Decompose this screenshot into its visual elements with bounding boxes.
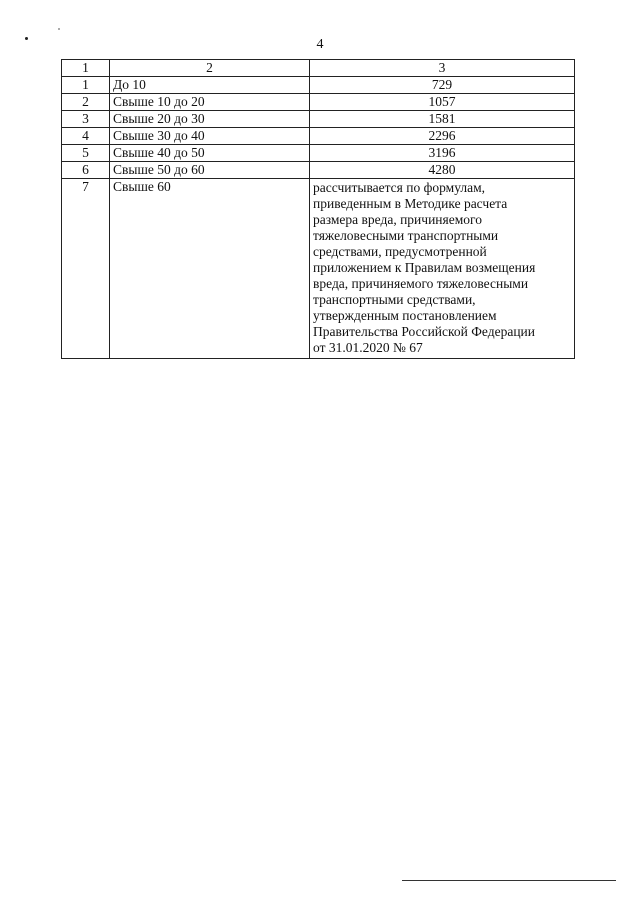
note-line: вреда, причиняемого тяжеловесными: [313, 276, 529, 291]
table-row: [62, 94, 575, 111]
header-cell: 1: [62, 60, 110, 77]
row-number-cell: 3: [62, 111, 110, 128]
table-row: [62, 77, 575, 94]
row-number-cell: 4: [62, 128, 110, 145]
table-row: [62, 128, 575, 145]
table-row: [62, 162, 575, 179]
formula-note-cell: [310, 179, 575, 359]
row-number-cell: 7: [62, 179, 110, 359]
table-row: [62, 179, 575, 359]
range-cell: До 10: [110, 77, 310, 94]
table-row: [62, 145, 575, 162]
row-number-cell: 6: [62, 162, 110, 179]
tariff-table: [61, 59, 575, 359]
range-cell: Свыше 30 до 40: [110, 128, 310, 145]
value-cell: 1581: [310, 111, 575, 128]
range-cell: Свыше 40 до 50: [110, 145, 310, 162]
range-cell: Свыше 10 до 20: [110, 94, 310, 111]
header-cell: 3: [310, 60, 575, 77]
value-cell: 2296: [310, 128, 575, 145]
note-line: Правительства Российской Федерации: [313, 324, 535, 339]
value-cell: 729: [310, 77, 575, 94]
page-number: 4: [316, 37, 324, 52]
value-cell: 3196: [310, 145, 575, 162]
row-number-cell: 2: [62, 94, 110, 111]
note-line: утвержденным постановлением: [313, 308, 497, 323]
note-line: от 31.01.2020 № 67: [313, 340, 423, 355]
note-line: размера вреда, причиняемого: [313, 212, 482, 227]
range-cell: Свыше 20 до 30: [110, 111, 310, 128]
note-line: транспортными средствами,: [313, 292, 476, 307]
note-line: приведенным в Методике расчета: [313, 196, 508, 211]
bottom-rule: [402, 880, 616, 881]
range-cell: Свыше 60: [110, 179, 310, 359]
table-header-row: [62, 60, 575, 77]
row-number-cell: 5: [62, 145, 110, 162]
range-cell: Свыше 50 до 60: [110, 162, 310, 179]
note-line: рассчитывается по формулам,: [313, 180, 485, 195]
row-number-cell: 1: [62, 77, 110, 94]
note-line: тяжеловесными транспортными: [313, 228, 499, 243]
note-line: средствами, предусмотренной: [313, 244, 487, 259]
value-cell: 1057: [310, 94, 575, 111]
note-line: приложением к Правилам возмещения: [313, 260, 536, 275]
header-cell: 2: [110, 60, 310, 77]
value-cell: 4280: [310, 162, 575, 179]
scan-speck: [58, 28, 60, 30]
table-row: [62, 111, 575, 128]
